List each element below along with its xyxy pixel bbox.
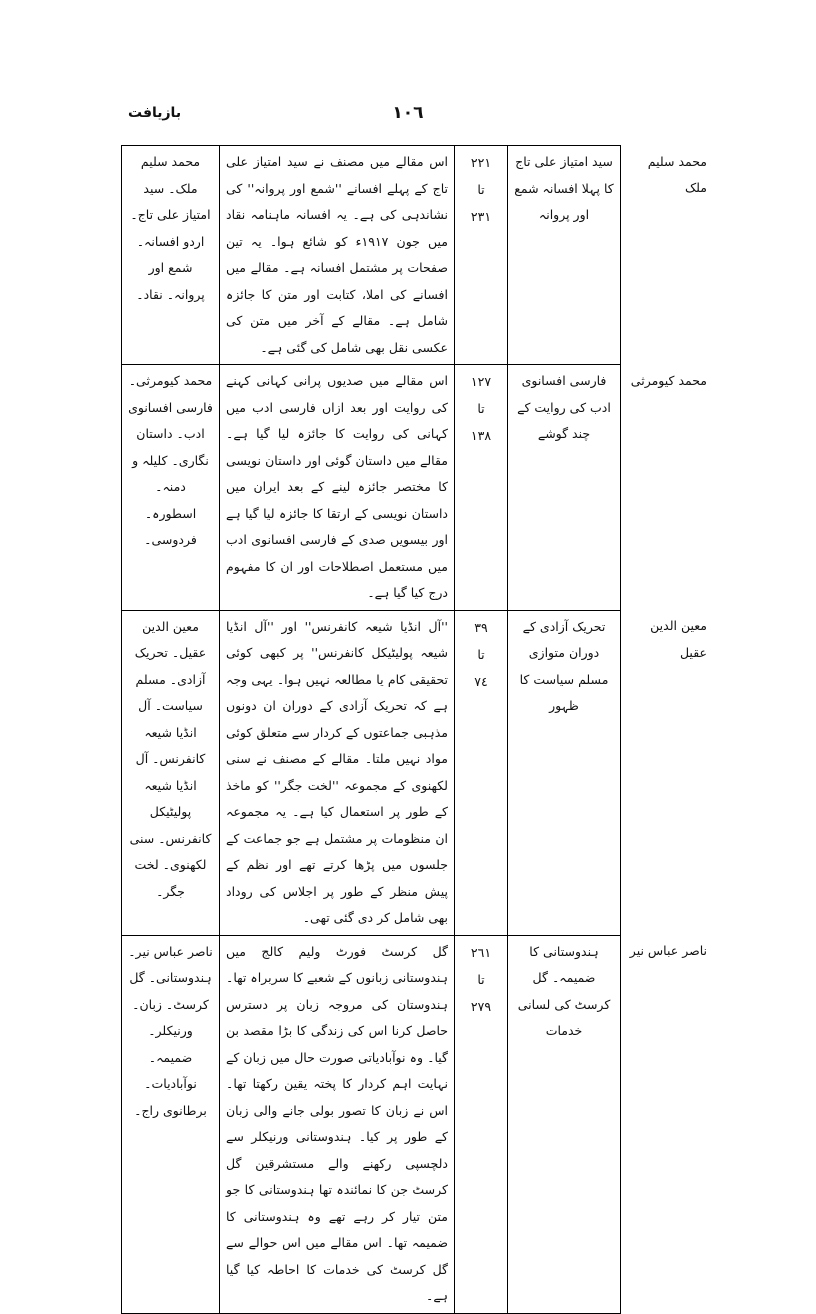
pages-cell xyxy=(455,365,508,611)
title-cell: سید امتیاز علی تاج کا پہلا افسانہ شمع اور پروانہ xyxy=(508,146,621,365)
page-to: تا xyxy=(477,971,485,987)
page-number: ١٠٦ xyxy=(392,103,424,123)
keywords-cell: محمد سلیم ملک۔ سید امتیاز علی تاج۔ اردو افسانہ۔ شمع اور پروانہ۔ نقاد۔ xyxy=(122,146,220,365)
keywords-cell: محمد کیومرثی۔ فارسی افسانوی ادب۔ داستان نگاری۔ کلیلہ و دمنہ۔ اسطورہ۔ فردوسی۔ xyxy=(122,365,220,611)
table-row xyxy=(122,610,714,935)
table-row xyxy=(122,935,714,1313)
summary-cell: ''آل انڈیا شیعہ کانفرنس'' اور ''آل انڈیا شیعہ پولیٹیکل کانفرنس'' پر کبھی کوئی تحقیقی کام یا مطالعہ نہیں ہوا۔ یہی وجہ ہے کہ تحریک آزادی کے دوران ان دونوں مذہبی جماعتوں کے کردار سے متعلق کوئی مواد نہیں ملتا۔ مقالے کے مصنف نے سنی لکھنوی کے مجموعہ ''لخت جگر'' کو ماخذ کے طور پر استعمال کیا ہے۔ یہ مجموعہ ان منظومات پر مشتمل ہے جو جماعت کے جلسوں میں پڑھا کرتے تھے اور نظم کے پیش منظر کے طور پر اجلاس کی روداد بھی شامل کر دی گئی تھی۔ xyxy=(220,610,455,935)
page-end: ٢٣١ xyxy=(470,209,492,224)
author-cell: معین الدین عقیل xyxy=(621,610,714,935)
page-end: ١٣٨ xyxy=(470,428,492,443)
author-cell: محمد کیومرثی xyxy=(621,365,714,611)
author-cell: ناصر عباس نیر xyxy=(621,935,714,1313)
pages-cell xyxy=(455,146,508,365)
author-cell: محمد سلیم ملک xyxy=(621,146,714,365)
page-start: ٢٦١ xyxy=(470,944,492,960)
page-to: تا xyxy=(477,646,485,662)
page-start: ٣٩ xyxy=(474,619,488,635)
journal-title: بازیافت xyxy=(128,105,182,121)
table-row xyxy=(122,146,714,365)
keywords-cell: ناصر عباس نیر۔ ہندوستانی۔ گل کرسٹ۔ زبان۔ ورنیکلر۔ ضمیمہ۔ نوآبادیات۔ برطانوی راج۔ xyxy=(122,935,220,1313)
table-row xyxy=(122,365,714,611)
summary-cell: اس مقالے میں صدیوں پرانی کہانی کہنے کی روایت اور بعد ازاں فارسی ادب میں کہانی کی روایت کا جائزہ لیا گیا ہے۔ مقالے میں داستان گوئی اور داستان نویسی کا مختصر جائزہ لینے کے بعد ایران میں داستان نویسی کے ارتقا کا جائزہ لیا گیا ہے اور بیسویں صدی کے فارسی افسانوی ادب میں مستعمل اصطلاحات اور ان کا مفہوم درج کیا گیا ہے۔ xyxy=(220,365,455,611)
article-index-table xyxy=(121,145,713,1314)
title-cell: ہندوستانی کا ضمیمہ۔ گل کرسٹ کی لسانی خدمات xyxy=(508,935,621,1313)
page-to: تا xyxy=(477,401,485,416)
title-cell: فارسی افسانوی ادب کی روایت کے چند گوشے xyxy=(508,365,621,611)
page-start: ١٢٧ xyxy=(470,374,492,389)
pages-cell xyxy=(455,610,508,935)
page-to: تا xyxy=(477,182,485,197)
summary-cell: اس مقالے میں مصنف نے سید امتیاز علی تاج کے پہلے افسانے ''شمع اور پروانہ'' کی نشاندہی کی ہے۔ یہ افسانہ ماہنامہ نقاد میں جون ١٩١٧ء کو شائع ہوا۔ یہ تین صفحات پر مشتمل افسانہ ہے۔ مقالے میں افسانے کی املا، کتابت اور متن کا جائزہ شامل ہے۔ مقالے کے آخر میں متن کی عکسی نقل بھی شامل کی گئی ہے۔ xyxy=(220,146,455,365)
page-end: ٢٧٩ xyxy=(470,998,492,1014)
pages-cell xyxy=(455,935,508,1313)
page-end: ٧٤ xyxy=(474,673,488,689)
keywords-cell: معین الدین عقیل۔ تحریک آزادی۔ مسلم سیاست۔ آل انڈیا شیعہ کانفرنس۔ آل انڈیا شیعہ پولیٹیکل کانفرنس۔ سنی لکھنوی۔ لخت جگر۔ xyxy=(122,610,220,935)
summary-cell: گل کرسٹ فورٹ ولیم کالج میں ہندوستانی زبانوں کے شعبے کا سربراہ تھا۔ ہندوستان کی مروجہ زبان پر دسترس حاصل کرنا اس کی زندگی کا بڑا مقصد بن گیا۔ وہ نوآبادیاتی صورت حال میں زبان کے نہایت اہم کردار کا پختہ یقین رکھتا تھا۔ اس نے زبان کا تصور بولی جانے والی زبان کے طور پر کیا۔ ہندوستانی ورنیکلر سے دلچسپی رکھنے والے مستشرقین گل کرسٹ جن کا نمائندہ تھا ہندوستانی کا جو متن تیار کر رہے تھے وہ ہندوستانی کا ضمیمہ تھا۔ اس مقالے میں اس حوالے سے گل کرسٹ کی خدمات کا احاطہ کیا گیا ہے۔ xyxy=(220,935,455,1313)
page-start: ٢٢١ xyxy=(470,155,492,170)
title-cell: تحریک آزادی کے دوران متوازی مسلم سیاست کا ظہور xyxy=(508,610,621,935)
